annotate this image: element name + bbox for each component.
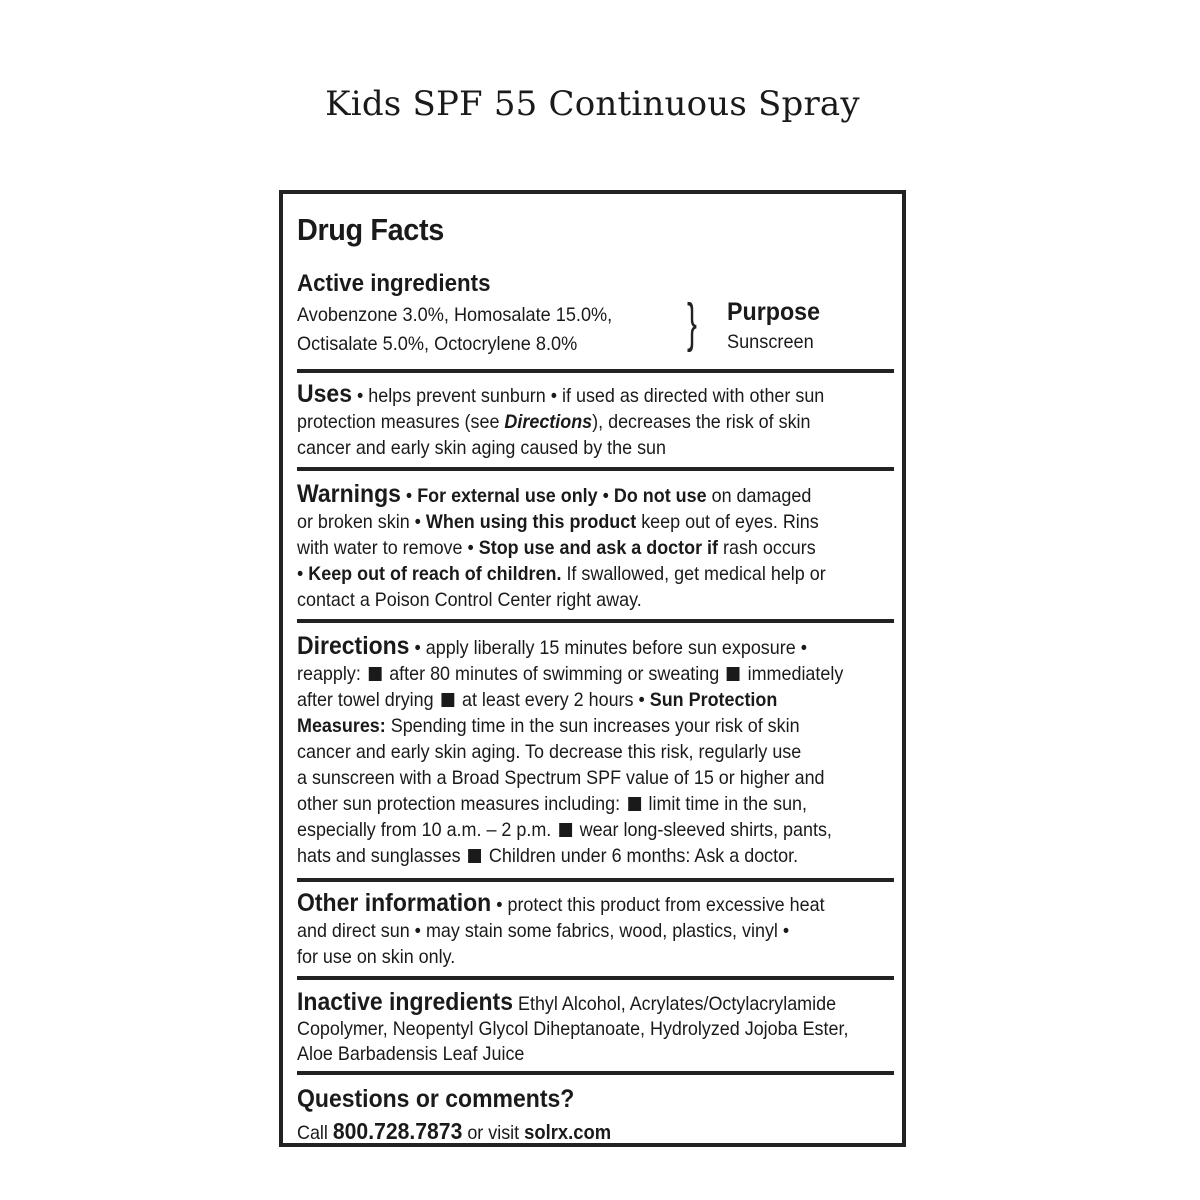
directions-line: Measures: Spending time in the sun increases your risk of skin	[297, 715, 800, 737]
questions-line: Call 800.728.7873 or visit solrx.com	[297, 1118, 612, 1144]
warnings-heading: Warnings	[297, 480, 401, 508]
square-bullet-icon	[727, 667, 740, 681]
website-link[interactable]: solrx.com	[524, 1122, 612, 1144]
inactive-ingredients-heading: Inactive ingredients	[297, 988, 514, 1016]
section-divider	[297, 619, 894, 623]
warnings-line: with water to remove • Stop use and ask a doctor if rash occurs	[297, 537, 816, 559]
warnings-line: • Keep out of reach of children. If swallowed, get medical help or	[297, 563, 826, 585]
other-information-line: for use on skin only.	[297, 946, 456, 968]
directions-line: other sun protection measures including: limit time in the sun,	[297, 793, 808, 815]
drug-facts-title: Drug Facts	[297, 212, 444, 247]
uses-line: cancer and early skin aging caused by the sun	[297, 437, 667, 459]
other-information-section	[297, 890, 894, 970]
directions-section	[297, 633, 894, 869]
directions-line: Directions • apply liberally 15 minutes before sun exposure •	[297, 632, 807, 660]
questions-line	[297, 1084, 846, 1116]
active-ingredients-heading: Active ingredients	[297, 270, 491, 297]
uses-line: Uses • helps prevent sunburn • if used as directed with other sun	[297, 380, 825, 408]
directions-line: cancer and early skin aging. To decrease this risk, regularly use	[297, 741, 802, 763]
warnings-section	[297, 481, 894, 613]
inactive-ingredients-line: Inactive ingredients Ethyl Alcohol, Acrylates/Octylacrylamide	[297, 988, 837, 1016]
purpose-heading: Purpose	[727, 298, 821, 326]
directions-line: especially from 10 a.m. – 2 p.m. wear long-sleeved shirts, pants,	[297, 819, 832, 841]
warnings-line: contact a Poison Control Center right away.	[297, 589, 642, 611]
active-ingredients-line-1: Avobenzone 3.0%, Homosalate 15.0%,	[297, 304, 613, 326]
directions-line: after towel drying at least every 2 hours • Sun Protection	[297, 689, 778, 711]
warnings-line: or broken skin • When using this product keep out of eyes. Rins	[297, 511, 819, 533]
drug-facts-content	[297, 194, 894, 1143]
product-title: Kids SPF 55 Continuous Spray	[325, 84, 860, 124]
directions-line: hats and sunglasses Children under 6 months: Ask a doctor.	[297, 845, 799, 867]
square-bullet-icon	[559, 823, 572, 837]
section-divider	[297, 1071, 894, 1075]
uses-line: protection measures (see Directions), decreases the risk of skin	[297, 411, 811, 433]
square-bullet-icon	[468, 849, 481, 863]
questions-section	[297, 1084, 894, 1148]
purpose-value: Sunscreen	[727, 331, 814, 353]
section-divider	[297, 467, 894, 471]
section-divider	[297, 369, 894, 373]
inactive-ingredients-line: Aloe Barbadensis Leaf Juice	[297, 1043, 525, 1065]
square-bullet-icon	[628, 797, 641, 811]
drug-facts-panel	[279, 190, 906, 1147]
uses-heading: Uses	[297, 380, 352, 408]
directions-heading: Directions	[297, 632, 410, 660]
square-bullet-icon	[369, 667, 382, 681]
active-ingredients-line-2: Octisalate 5.0%, Octocrylene 8.0%	[297, 333, 578, 355]
brace-icon: }	[687, 293, 697, 353]
warnings-line: Warnings • For external use only • Do not use on damaged	[297, 480, 812, 508]
section-divider	[297, 878, 894, 882]
inactive-ingredients-line: Copolymer, Neopentyl Glycol Diheptanoate, Hydrolyzed Jojoba Ester,	[297, 1018, 849, 1040]
inactive-ingredients-section	[297, 990, 894, 1067]
directions-line: a sunscreen with a Broad Spectrum SPF value of 15 or higher and	[297, 767, 825, 789]
other-information-line: and direct sun • may stain some fabrics, wood, plastics, vinyl •	[297, 920, 790, 942]
other-information-line: Other information • protect this product from excessive heat	[297, 889, 825, 917]
directions-line: reapply: after 80 minutes of swimming or sweating immediately	[297, 663, 844, 685]
questions-heading: Questions or comments?	[297, 1085, 575, 1113]
other-information-heading: Other information	[297, 889, 492, 917]
uses-section	[297, 381, 894, 461]
square-bullet-icon	[441, 693, 454, 707]
section-divider	[297, 976, 894, 980]
phone-number[interactable]: 800.728.7873	[332, 1118, 463, 1144]
